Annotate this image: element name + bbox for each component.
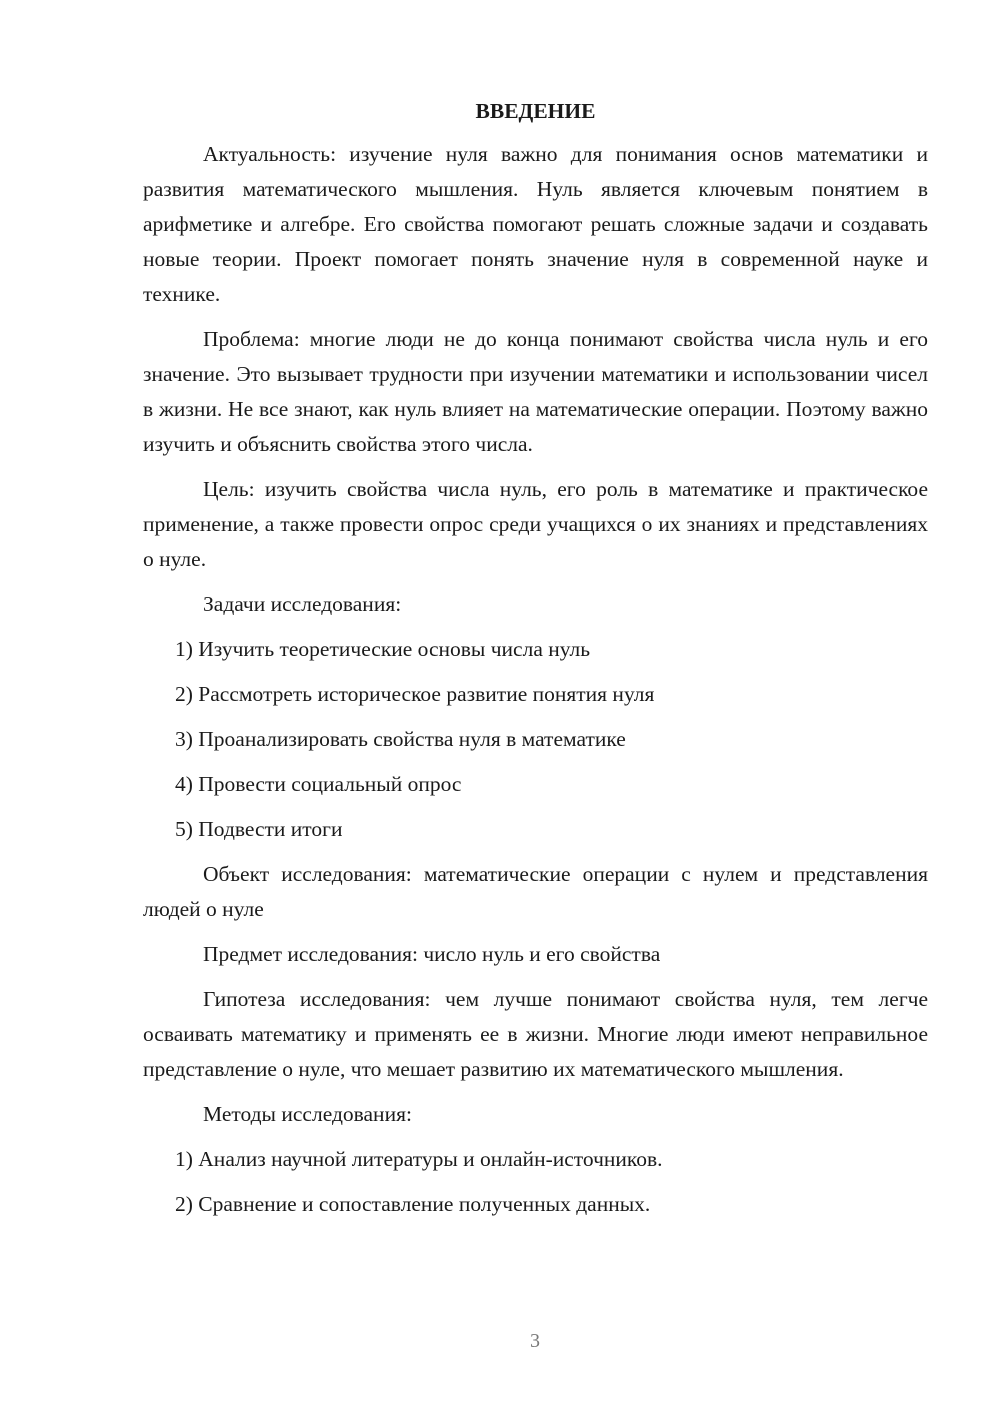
object-paragraph: Объект исследования: математические операции с нулем и представления людей о нуле [143,862,928,921]
task-item-1: 1) Изучить теоретические основы числа нуль [175,637,591,661]
section-title: ВВЕДЕНИЕ [475,99,596,123]
tasks-heading: Задачи исследования: [203,592,402,616]
document-page [143,95,928,1232]
task-item-4: 4) Провести социальный опрос [175,772,462,796]
page-number: 3 [530,1330,540,1352]
hypothesis-paragraph: Гипотеза исследования: чем лучше понимают свойства нуля, тем легче осваивать математику и применять ее в жизни. Многие люди имеют неправильное представление о нуле, что мешает развитию их математического мышления. [143,987,928,1081]
method-item-2: 2) Сравнение и сопоставление полученных данных. [175,1192,651,1216]
method-item-1: 1) Анализ научной литературы и онлайн-источников. [175,1147,663,1171]
task-item-3: 3) Проанализировать свойства нуля в математике [175,727,626,751]
task-item-2: 2) Рассмотреть историческое развитие понятия нуля [175,682,655,706]
relevance-paragraph: Актуальность: изучение нуля важно для понимания основ математики и развития математического мышления. Нуль является ключевым понятием в арифметике и алгебре. Его свойства помогают решать сложные задачи и создавать новые теории. Проект помогает понять значение нуля в современной науке и технике. [143,142,928,306]
problem-paragraph: Проблема: многие люди не до конца понимают свойства числа нуль и его значение. Это вызывает трудности при изучении математики и использовании чисел в жизни. Не все знают, как нуль влияет на математические операции. Поэтому важно изучить и объяснить свойства этого числа. [143,327,928,456]
task-item-5: 5) Подвести итоги [175,817,343,841]
subject-paragraph: Предмет исследования: число нуль и его свойства [203,942,661,966]
methods-heading: Методы исследования: [203,1102,412,1126]
goal-paragraph: Цель: изучить свойства числа нуль, его роль в математике и практическое применение, а также провести опрос среди учащихся о их знаниях и представлениях о нуле. [143,477,928,571]
